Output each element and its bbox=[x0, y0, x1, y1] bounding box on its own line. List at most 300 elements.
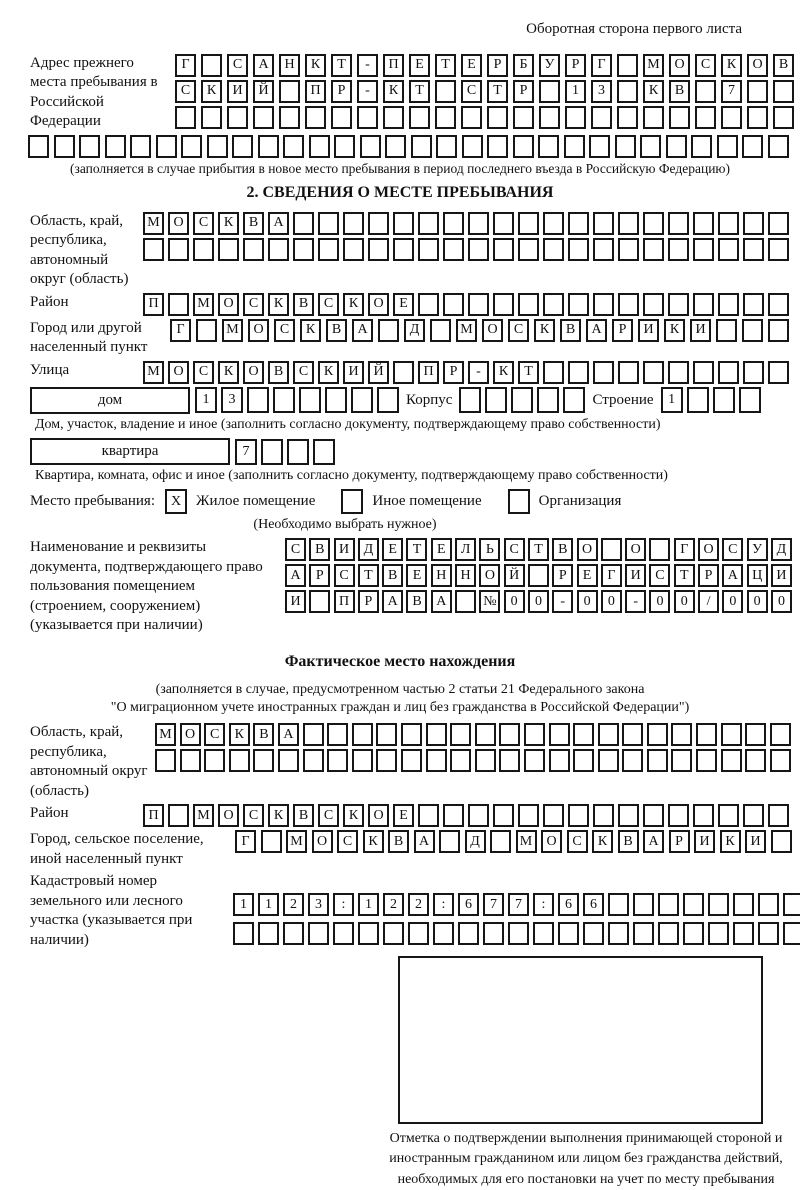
form-cell: М bbox=[286, 830, 307, 853]
form-cell: В bbox=[552, 538, 573, 561]
form-cell: 0 bbox=[747, 590, 768, 613]
stay-type-label: Место пребывания: bbox=[30, 492, 155, 509]
form-cell bbox=[617, 54, 638, 77]
form-cell: Б bbox=[513, 54, 534, 77]
form-cell bbox=[549, 723, 570, 746]
form-cell: Т bbox=[487, 80, 508, 103]
form-cell: Р bbox=[669, 830, 690, 853]
form-cell bbox=[334, 135, 355, 158]
form-cell: В bbox=[618, 830, 639, 853]
form-cell bbox=[668, 238, 689, 261]
form-cell bbox=[418, 293, 439, 316]
form-cell bbox=[668, 212, 689, 235]
grid-row bbox=[155, 749, 791, 772]
stroenie-label: Строение bbox=[592, 391, 654, 408]
form-cell bbox=[443, 238, 464, 261]
form-cell: - bbox=[625, 590, 646, 613]
form-cell bbox=[598, 723, 619, 746]
form-cell: Р bbox=[612, 319, 633, 342]
actual-location-title: Фактическое место нахождения bbox=[284, 652, 516, 670]
form-cell: : bbox=[533, 893, 554, 916]
form-cell bbox=[593, 238, 614, 261]
prev-address-block bbox=[30, 54, 800, 132]
form-cell bbox=[408, 922, 429, 945]
actual-location-note-2: "О миграционном учете иностранных граждан и лиц без гражданства в Российской Федерации") bbox=[110, 699, 690, 715]
form-cell bbox=[696, 749, 717, 772]
form-cell bbox=[293, 212, 314, 235]
form-cell bbox=[693, 293, 714, 316]
form-cell: О bbox=[243, 361, 264, 384]
form-cell bbox=[622, 749, 643, 772]
apartment-caption: Квартира, комната, офис и иное (заполнить согласно документу, подтверждающему право собственности) bbox=[35, 468, 668, 484]
form-cell: 0 bbox=[528, 590, 549, 613]
form-cell: В bbox=[560, 319, 581, 342]
form-cell bbox=[233, 922, 254, 945]
form-cell bbox=[499, 723, 520, 746]
form-cell: 6 bbox=[458, 893, 479, 916]
form-cell bbox=[718, 212, 739, 235]
form-cell: Т bbox=[435, 54, 456, 77]
form-cell: И bbox=[343, 361, 364, 384]
form-cell: И bbox=[745, 830, 766, 853]
form-cell: Л bbox=[455, 538, 476, 561]
form-cell bbox=[768, 804, 789, 827]
form-cell: 0 bbox=[577, 590, 598, 613]
grid-row bbox=[175, 54, 794, 77]
form-cell: Р bbox=[358, 590, 379, 613]
form-cell: 1 bbox=[661, 387, 683, 413]
form-cell: О bbox=[669, 54, 690, 77]
form-cell bbox=[261, 439, 283, 465]
form-cell bbox=[668, 804, 689, 827]
form-cell: Т bbox=[674, 564, 695, 587]
house-row bbox=[30, 387, 800, 414]
form-cell bbox=[261, 830, 282, 853]
form-cell bbox=[351, 387, 373, 413]
form-cell bbox=[537, 387, 559, 413]
form-cell bbox=[643, 293, 664, 316]
form-cell bbox=[393, 361, 414, 384]
form-cell bbox=[691, 135, 712, 158]
form-cell: О bbox=[312, 830, 333, 853]
form-cell: А bbox=[382, 590, 403, 613]
form-cell: С bbox=[504, 538, 525, 561]
form-cell: К bbox=[720, 830, 741, 853]
form-cell: И bbox=[694, 830, 715, 853]
form-cell: Р bbox=[331, 80, 352, 103]
form-cell bbox=[643, 804, 664, 827]
form-cell bbox=[273, 387, 295, 413]
form-cell bbox=[687, 387, 709, 413]
form-cell bbox=[543, 804, 564, 827]
form-cell bbox=[747, 106, 768, 129]
actual-region-label: Область, край, республика, автономный округ (область) bbox=[30, 724, 148, 799]
form-cell bbox=[696, 723, 717, 746]
form-cell bbox=[318, 238, 339, 261]
form-cell bbox=[622, 723, 643, 746]
grid-row bbox=[175, 80, 794, 103]
form-cell bbox=[204, 749, 225, 772]
form-cell: М bbox=[456, 319, 477, 342]
form-cell bbox=[708, 922, 729, 945]
form-cell: О bbox=[180, 723, 201, 746]
grid-row bbox=[143, 293, 789, 316]
house-number-cells bbox=[195, 387, 399, 413]
form-cell: А bbox=[278, 723, 299, 746]
form-cell: К bbox=[300, 319, 321, 342]
form-cell bbox=[743, 238, 764, 261]
form-cell bbox=[721, 106, 742, 129]
form-cell: Р bbox=[698, 564, 719, 587]
form-cell: 1 bbox=[358, 893, 379, 916]
form-cell: К bbox=[534, 319, 555, 342]
form-cell bbox=[593, 804, 614, 827]
actual-district-block bbox=[30, 804, 800, 827]
form-cell bbox=[327, 749, 348, 772]
form-cell bbox=[743, 293, 764, 316]
form-cell bbox=[771, 830, 792, 853]
form-cell bbox=[383, 106, 404, 129]
cadastral-block bbox=[30, 872, 800, 950]
form-cell bbox=[768, 212, 789, 235]
form-cell bbox=[468, 238, 489, 261]
form-cell: К bbox=[229, 723, 250, 746]
form-cell: Г bbox=[235, 830, 256, 853]
form-cell: 0 bbox=[722, 590, 743, 613]
other-premises-checkbox bbox=[341, 489, 363, 514]
form-cell bbox=[443, 212, 464, 235]
form-cell bbox=[549, 749, 570, 772]
form-cell bbox=[360, 135, 381, 158]
form-cell: В bbox=[293, 293, 314, 316]
form-cell bbox=[247, 387, 269, 413]
form-cell: В bbox=[309, 538, 330, 561]
form-cell bbox=[105, 135, 126, 158]
form-cell bbox=[601, 538, 622, 561]
form-cell bbox=[377, 387, 399, 413]
form-cell bbox=[643, 106, 664, 129]
form-cell bbox=[721, 749, 742, 772]
form-cell bbox=[768, 238, 789, 261]
form-cell bbox=[418, 212, 439, 235]
grid-row bbox=[143, 361, 789, 384]
form-cell bbox=[633, 922, 654, 945]
form-cell: Т bbox=[358, 564, 379, 587]
form-cell: К bbox=[664, 319, 685, 342]
stroenie-cells bbox=[661, 387, 761, 413]
form-cell: Е bbox=[409, 54, 430, 77]
form-cell: С bbox=[334, 564, 355, 587]
form-cell bbox=[743, 361, 764, 384]
form-cell bbox=[318, 212, 339, 235]
form-cell: О bbox=[168, 361, 189, 384]
form-cell: Й bbox=[368, 361, 389, 384]
form-cell: С bbox=[508, 319, 529, 342]
form-cell bbox=[218, 238, 239, 261]
form-cell: А bbox=[352, 319, 373, 342]
section2-title: 2. СВЕДЕНИЯ О МЕСТЕ ПРЕБЫВАНИЯ bbox=[246, 184, 554, 202]
street-label: Улица bbox=[30, 361, 70, 378]
form-cell bbox=[303, 749, 324, 772]
form-cell: Р bbox=[443, 361, 464, 384]
form-cell: У bbox=[747, 538, 768, 561]
form-cell bbox=[683, 893, 704, 916]
form-cell bbox=[475, 749, 496, 772]
prev-address-label: Адрес прежнего места пребывания в Российской Федерации bbox=[30, 54, 158, 129]
form-cell: 6 bbox=[558, 893, 579, 916]
residential-label: Жилое помещение bbox=[196, 492, 316, 509]
form-cell bbox=[493, 238, 514, 261]
form-cell: К bbox=[218, 361, 239, 384]
form-cell: Н bbox=[431, 564, 452, 587]
form-cell bbox=[156, 135, 177, 158]
form-cell bbox=[666, 135, 687, 158]
form-cell: А bbox=[414, 830, 435, 853]
form-cell bbox=[331, 106, 352, 129]
form-cell bbox=[308, 922, 329, 945]
form-cell bbox=[643, 238, 664, 261]
form-cell bbox=[718, 804, 739, 827]
form-cell: М bbox=[193, 804, 214, 827]
form-cell bbox=[411, 135, 432, 158]
district-label: Район bbox=[30, 293, 69, 310]
form-cell bbox=[683, 922, 704, 945]
form-cell: 7 bbox=[508, 893, 529, 916]
form-cell: Й bbox=[253, 80, 274, 103]
form-cell: М bbox=[143, 361, 164, 384]
form-cell bbox=[418, 238, 439, 261]
form-cell bbox=[462, 135, 483, 158]
residential-checkbox: X bbox=[165, 489, 187, 514]
region-block bbox=[30, 212, 800, 290]
form-cell: И bbox=[625, 564, 646, 587]
actual-city-block bbox=[30, 830, 800, 869]
form-cell: К bbox=[493, 361, 514, 384]
grid-row bbox=[155, 723, 791, 746]
form-cell bbox=[718, 238, 739, 261]
grid-row bbox=[285, 564, 792, 587]
form-cell bbox=[693, 238, 714, 261]
form-cell: О bbox=[482, 319, 503, 342]
form-cell: Ц bbox=[747, 564, 768, 587]
form-cell bbox=[524, 749, 545, 772]
form-cell bbox=[493, 804, 514, 827]
form-cell bbox=[733, 893, 754, 916]
form-cell bbox=[180, 749, 201, 772]
form-cell: С bbox=[318, 804, 339, 827]
form-cell bbox=[783, 893, 800, 916]
form-cell: М bbox=[516, 830, 537, 853]
form-cell: Г bbox=[601, 564, 622, 587]
form-cell: Н bbox=[455, 564, 476, 587]
form-cell bbox=[717, 135, 738, 158]
form-cell bbox=[643, 212, 664, 235]
form-cell: М bbox=[143, 212, 164, 235]
form-cell: А bbox=[722, 564, 743, 587]
form-cell bbox=[573, 723, 594, 746]
form-cell: / bbox=[698, 590, 719, 613]
form-cell: Р bbox=[565, 54, 586, 77]
form-cell bbox=[418, 804, 439, 827]
form-cell bbox=[499, 749, 520, 772]
form-cell: О bbox=[248, 319, 269, 342]
form-cell bbox=[743, 804, 764, 827]
form-cell: Ь bbox=[479, 538, 500, 561]
form-cell: Е bbox=[393, 804, 414, 827]
form-cell bbox=[518, 293, 539, 316]
house-type-box: дом bbox=[30, 387, 190, 414]
form-cell: П bbox=[143, 804, 164, 827]
form-cell bbox=[647, 749, 668, 772]
form-cell: К bbox=[318, 361, 339, 384]
form-cell bbox=[279, 80, 300, 103]
form-cell bbox=[168, 238, 189, 261]
form-cell bbox=[568, 804, 589, 827]
form-cell: Т bbox=[406, 538, 427, 561]
form-cell bbox=[558, 922, 579, 945]
form-cell bbox=[196, 319, 217, 342]
form-cell: С bbox=[227, 54, 248, 77]
form-cell bbox=[671, 749, 692, 772]
form-cell bbox=[508, 922, 529, 945]
document-grid bbox=[285, 538, 792, 616]
form-cell bbox=[668, 293, 689, 316]
form-cell: Г bbox=[170, 319, 191, 342]
form-cell: 0 bbox=[649, 590, 670, 613]
form-cell bbox=[279, 106, 300, 129]
apartment-number-cells bbox=[235, 439, 335, 465]
form-cell bbox=[539, 80, 560, 103]
form-cell: Г bbox=[175, 54, 196, 77]
form-cell bbox=[327, 723, 348, 746]
form-cell bbox=[768, 319, 789, 342]
form-cell bbox=[768, 361, 789, 384]
form-cell bbox=[383, 922, 404, 945]
form-cell bbox=[640, 135, 661, 158]
form-cell bbox=[617, 106, 638, 129]
form-cell: Р bbox=[487, 54, 508, 77]
form-cell: М bbox=[222, 319, 243, 342]
form-cell: 7 bbox=[721, 80, 742, 103]
form-cell bbox=[742, 135, 763, 158]
form-cell: Д bbox=[771, 538, 792, 561]
city-block bbox=[30, 319, 800, 358]
form-cell bbox=[459, 387, 481, 413]
form-cell: 0 bbox=[601, 590, 622, 613]
form-cell bbox=[201, 54, 222, 77]
form-cell: И bbox=[771, 564, 792, 587]
form-cell: 2 bbox=[383, 893, 404, 916]
form-cell bbox=[617, 80, 638, 103]
form-cell: Е bbox=[431, 538, 452, 561]
form-cell bbox=[773, 80, 794, 103]
organization-checkbox bbox=[508, 489, 530, 514]
form-cell: А bbox=[268, 212, 289, 235]
form-cell bbox=[618, 238, 639, 261]
actual-location-note-1: (заполняется в случае, предусмотренном частью 2 статьи 21 Федерального закона bbox=[155, 681, 645, 697]
form-cell bbox=[718, 361, 739, 384]
document-block bbox=[30, 538, 800, 636]
form-cell bbox=[518, 238, 539, 261]
form-cell bbox=[368, 212, 389, 235]
form-cell bbox=[758, 922, 779, 945]
form-cell bbox=[433, 922, 454, 945]
form-cell bbox=[243, 238, 264, 261]
form-cell bbox=[658, 893, 679, 916]
form-cell bbox=[568, 212, 589, 235]
form-cell: 2 bbox=[283, 893, 304, 916]
form-cell bbox=[439, 830, 460, 853]
form-cell bbox=[768, 293, 789, 316]
form-cell: № bbox=[479, 590, 500, 613]
form-cell: Т bbox=[331, 54, 352, 77]
form-cell: В bbox=[669, 80, 690, 103]
form-cell bbox=[468, 293, 489, 316]
form-cell: К bbox=[268, 293, 289, 316]
form-cell: С bbox=[175, 80, 196, 103]
form-cell: П bbox=[418, 361, 439, 384]
form-cell: К bbox=[343, 293, 364, 316]
form-cell: Т bbox=[409, 80, 430, 103]
korpus-cells bbox=[459, 387, 585, 413]
form-cell bbox=[358, 922, 379, 945]
grid-row bbox=[143, 804, 789, 827]
form-cell bbox=[468, 804, 489, 827]
form-cell bbox=[352, 723, 373, 746]
form-cell: М bbox=[193, 293, 214, 316]
page-header: Оборотная сторона первого листа bbox=[526, 21, 742, 37]
form-cell bbox=[450, 749, 471, 772]
grid-row bbox=[285, 538, 792, 561]
form-cell bbox=[493, 212, 514, 235]
form-cell bbox=[483, 922, 504, 945]
prev-address-grid bbox=[175, 54, 794, 132]
form-cell: В bbox=[773, 54, 794, 77]
form-cell bbox=[487, 135, 508, 158]
form-cell bbox=[773, 106, 794, 129]
form-cell: В bbox=[243, 212, 264, 235]
form-cell bbox=[435, 106, 456, 129]
form-cell: К bbox=[343, 804, 364, 827]
form-cell bbox=[718, 293, 739, 316]
form-cell bbox=[745, 749, 766, 772]
form-cell bbox=[643, 361, 664, 384]
form-cell bbox=[54, 135, 75, 158]
form-cell bbox=[591, 106, 612, 129]
form-cell: О bbox=[368, 804, 389, 827]
form-cell bbox=[283, 922, 304, 945]
form-cell: И bbox=[690, 319, 711, 342]
form-cell bbox=[28, 135, 49, 158]
form-cell: В bbox=[253, 723, 274, 746]
form-cell bbox=[468, 212, 489, 235]
form-cell: О bbox=[747, 54, 768, 77]
form-cell bbox=[229, 749, 250, 772]
form-cell: А bbox=[431, 590, 452, 613]
form-cell: 3 bbox=[221, 387, 243, 413]
form-cell bbox=[693, 361, 714, 384]
form-cell bbox=[649, 538, 670, 561]
form-cell bbox=[708, 893, 729, 916]
document-label: Наименование и реквизиты документа, подтверждающего право пользования помещением (строением, сооружением) (указывается при наличии) bbox=[30, 539, 263, 634]
form-cell bbox=[227, 106, 248, 129]
form-cell bbox=[593, 293, 614, 316]
form-cell bbox=[401, 723, 422, 746]
form-cell bbox=[513, 135, 534, 158]
form-cell bbox=[583, 922, 604, 945]
form-cell: О bbox=[541, 830, 562, 853]
form-cell bbox=[143, 238, 164, 261]
